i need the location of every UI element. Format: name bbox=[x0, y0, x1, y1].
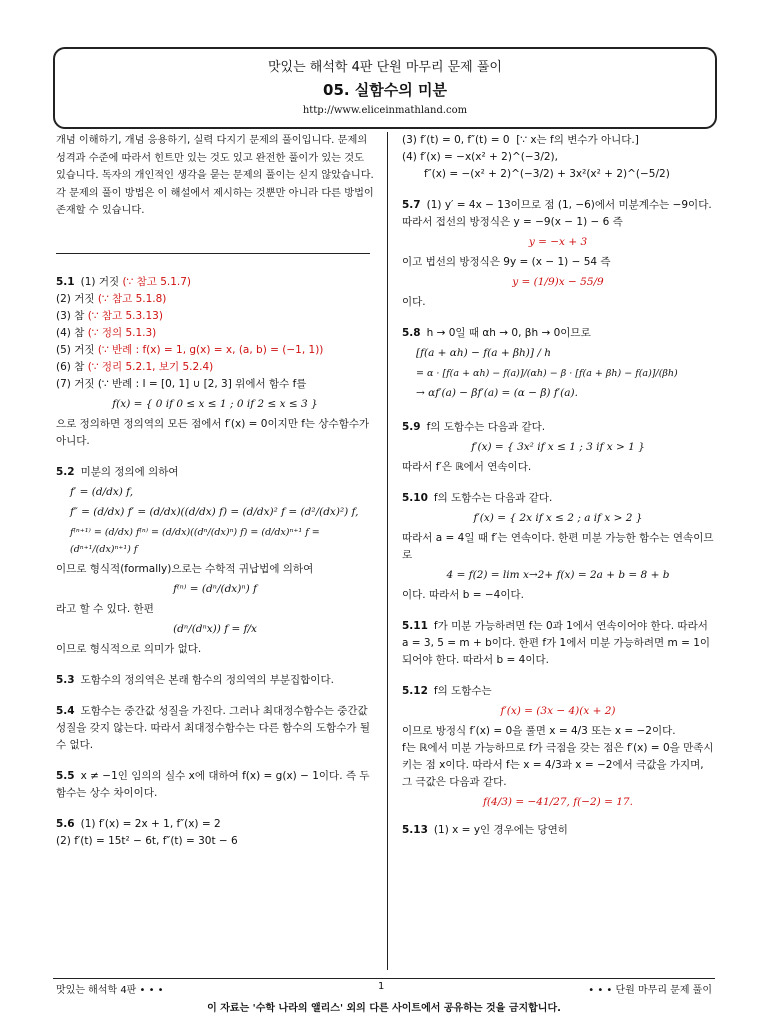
header-box bbox=[53, 47, 717, 129]
problem-number: 5.2 bbox=[56, 465, 75, 478]
chapter-title: 05. 실함수의 미분 bbox=[323, 81, 447, 99]
page-number: 1 bbox=[378, 981, 385, 992]
answer-text: 이다. 따라서 b = −4이다. bbox=[402, 589, 524, 601]
problem-5-2 bbox=[56, 464, 374, 658]
equation: f′(x) = (3x − 4)(x + 2) bbox=[500, 705, 616, 717]
answer-note: [∵ x는 f의 변수가 아니다.] bbox=[516, 134, 639, 146]
answer-text: (1) f′(x) = 2x + 1, f″(x) = 2 bbox=[80, 817, 221, 830]
answer-text: (2) f′(t) = 15t² − 6t, f″(t) = 30t − 6 bbox=[56, 834, 238, 847]
footer-section-name: • • • 단원 마무리 문제 풀이 bbox=[588, 985, 712, 996]
answer-text: 도함수는 중간값 성질을 가진다. 그러나 최대정수함수는 중간값 성질을 갖지 않는다. 따라서 최대정수함수는 다른 함수의 도함수가 될 수 없다. bbox=[56, 704, 371, 751]
reference-text: (∵ 반례 : f(x) = 1, g(x) = x, (a, b) = (−1, 1)) bbox=[97, 343, 324, 356]
problem-5-7 bbox=[402, 197, 714, 311]
reference-text: (∵ 정리 5.2.1, 보기 5.2.4) bbox=[87, 360, 214, 373]
problem-number: 5.5 bbox=[56, 769, 75, 782]
answer-text: 이므로 형식적(formally)으로는 수학적 귀납법에 의하여 bbox=[56, 562, 314, 575]
problem-number: 5.3 bbox=[56, 673, 75, 686]
equation: (dⁿ/(dⁿx)) f = f/x bbox=[173, 622, 257, 635]
equation: y = −x + 3 bbox=[528, 236, 588, 248]
problem-5-12 bbox=[402, 683, 714, 811]
problem-number: 5.4 bbox=[56, 704, 75, 717]
problem-number: 5.8 bbox=[402, 327, 421, 339]
problem-number: 5.6 bbox=[56, 817, 75, 830]
problem-number: 5.11 bbox=[402, 620, 428, 632]
answer-text: (2) 거짓 bbox=[56, 292, 95, 305]
problem-number: 5.10 bbox=[402, 492, 428, 504]
column-divider bbox=[387, 132, 388, 970]
problem-number: 5.12 bbox=[402, 685, 428, 697]
problem-number: 5.1 bbox=[56, 275, 75, 288]
problem-5-13 bbox=[402, 822, 714, 839]
answer-text: (1) 거짓 bbox=[80, 275, 120, 288]
website-url[interactable]: http://www.eliceinmathland.com bbox=[302, 105, 468, 116]
equation: f(4/3) = −41/27, f(−2) = 17. bbox=[483, 796, 633, 808]
copyright-notice: 이 자료는 '수학 나라의 앨리스' 외의 다른 사이트에서 공유하는 것을 금지합니다. bbox=[207, 1003, 561, 1014]
equation: y = (1/9)x − 55/9 bbox=[512, 276, 604, 288]
answer-text: (5) 거짓 bbox=[56, 343, 95, 356]
equation: = α · [f(a + αh) − f(a)]/(αh) − β · [f(a + βh) − f(a)]/(βh) bbox=[416, 368, 678, 379]
problem-5-6-continued bbox=[402, 132, 714, 183]
answer-text: f″(x) = −(x² + 2)^(−3/2) + 3x²(x² + 2)^(−5/2) bbox=[424, 168, 670, 180]
problem-number: 5.7 bbox=[402, 199, 421, 211]
answer-text: 이므로 형식적으로 의미가 없다. bbox=[56, 642, 202, 655]
equation: f(x) = { 0 if 0 ≤ x ≤ 1 ; 0 if 2 ≤ x ≤ 3 } bbox=[112, 397, 318, 410]
answer-text: (3) 참 bbox=[56, 309, 85, 322]
footer-book-name: 맛있는 해석학 4판 • • • bbox=[56, 985, 164, 996]
equation: → αf′(a) − βf′(a) = (α − β) f′(a). bbox=[416, 387, 578, 399]
answer-text: (7) 거짓 (∵ 반례 : I = [0, 1] ∪ [2, 3] 위에서 함수 f를 bbox=[56, 377, 307, 390]
equation: f⁽ⁿ⁺¹⁾ = (d/dx) f⁽ⁿ⁾ = (d/dx)((dⁿ/(dx)ⁿ) f) = (d/dx)ⁿ⁺¹ f = (dⁿ⁺¹/(dx)ⁿ⁺¹) f bbox=[70, 526, 320, 555]
equation: f″ = (d/dx) f′ = (d/dx)((d/dx) f) = (d/dx)² f = (d²/(dx)²) f, bbox=[70, 505, 359, 518]
problem-5-5 bbox=[56, 768, 374, 802]
answer-text: 이다. bbox=[402, 296, 426, 308]
answer-text: 이므로 방정식 f′(x) = 0을 풀면 x = 4/3 또는 x = −2이다. bbox=[402, 725, 676, 737]
equation: f⁽ⁿ⁾ = (dⁿ/(dx)ⁿ) f bbox=[173, 582, 257, 595]
problem-5-6 bbox=[56, 816, 374, 850]
reference-text: (∵ 참고 5.1.8) bbox=[97, 292, 167, 305]
answer-text: f는 ℝ에서 미분 가능하므로 f가 극점을 갖는 점은 f′(x) = 0을 만족시키는 점 x이다. 따라서 f는 x = 4/3과 x = −2에서 극값을 가지며, 그 극값은 다음과 같다. bbox=[402, 742, 714, 788]
equation: [f(a + αh) − f(a + βh)] / h bbox=[416, 347, 551, 359]
reference-text: (∵ 참고 5.1.7) bbox=[122, 275, 192, 288]
answer-text: f의 도함수는 bbox=[433, 685, 492, 697]
problem-5-11 bbox=[402, 618, 714, 669]
answer-text: x ≠ −1인 임의의 실수 x에 대하여 f(x) = g(x) − 1이다. 즉 두 함수는 상수 차이이다. bbox=[56, 769, 370, 799]
left-column bbox=[56, 132, 374, 850]
equation: f′(x) = { 2x if x ≤ 2 ; a if x > 2 } bbox=[473, 512, 643, 524]
footer-rule bbox=[53, 978, 715, 979]
answer-text: 라고 할 수 있다. 한편 bbox=[56, 602, 154, 615]
equation: f′ = (d/dx) f, bbox=[70, 485, 134, 498]
right-column bbox=[402, 132, 714, 839]
answer-text: (6) 참 bbox=[56, 360, 85, 373]
answer-text: (1) x = y인 경우에는 당연히 bbox=[433, 824, 568, 836]
book-title: 맛있는 해석학 4판 단원 마무리 문제 풀이 bbox=[268, 60, 502, 75]
answer-text: f의 도함수는 다음과 같다. bbox=[426, 421, 546, 433]
answer-text: (4) f′(x) = −x(x² + 2)^(−3/2), bbox=[402, 151, 558, 163]
reference-text: (∵ 정의 5.1.3) bbox=[87, 326, 157, 339]
answer-text: h → 0일 때 αh → 0, βh → 0이므로 bbox=[426, 327, 591, 339]
problem-5-1 bbox=[56, 274, 374, 450]
answer-text: 으로 정의하면 정의역의 모든 점에서 f′(x) = 0이지만 f는 상수함수가 아니다. bbox=[56, 417, 370, 447]
problem-5-9 bbox=[402, 419, 714, 476]
reference-text: (∵ 참고 5.3.13) bbox=[87, 309, 163, 322]
answer-text: f가 미분 가능하려면 f는 0과 1에서 연속이어야 한다. 따라서 a = 3, 5 = m + b이다. 한편 f가 1에서 미분 가능하려면 m = 1이 되어야 한다. 따라서 b = 4이다. bbox=[402, 620, 711, 666]
equation: f′(x) = { 3x² if x ≤ 1 ; 3 if x > 1 } bbox=[471, 441, 645, 453]
equation: 4 = f(2) = lim x→2+ f(x) = 2a + b = 8 + b bbox=[446, 569, 670, 581]
answer-text: 따라서 a = 4일 때 f′는 연속이다. 한편 미분 가능한 함수는 연속이므로 bbox=[402, 532, 714, 561]
problem-number: 5.13 bbox=[402, 824, 428, 836]
intro-paragraph: 개념 이해하기, 개념 응용하기, 실력 다지기 문제의 풀이입니다. 문제의 성격과 수준에 따라서 힌트만 있는 것도 있고 완전한 풀이가 있는 것도 있습니다. 독자의 개인적인 생각을 묻는 문제의 풀이는 싣지 않았습니다. 각 문제의 풀이 방법은 이 해설에서 제시하는 것뿐만 아니라 다른 방법이 존재할 수 있습니다. bbox=[56, 135, 374, 216]
answer-text: 따라서 f′은 ℝ에서 연속이다. bbox=[402, 461, 532, 473]
section-rule bbox=[56, 253, 370, 254]
answer-text: (3) f′(t) = 0, f″(t) = 0 bbox=[402, 134, 510, 146]
answer-text: 도함수의 정의역은 본래 함수의 정의역의 부분집합이다. bbox=[80, 673, 334, 686]
answer-text: (4) 참 bbox=[56, 326, 85, 339]
problem-5-10 bbox=[402, 490, 714, 604]
problem-5-4 bbox=[56, 703, 374, 754]
problem-5-3 bbox=[56, 672, 374, 689]
answer-text: f의 도함수는 다음과 같다. bbox=[433, 492, 553, 504]
problem-5-8 bbox=[402, 325, 714, 402]
answer-text: (1) y′ = 4x − 13이므로 점 (1, −6)에서 미분계수는 −9이다. 따라서 접선의 방정식은 y = −9(x − 1) − 6 즉 bbox=[402, 199, 712, 228]
answer-text: 미분의 정의에 의하여 bbox=[80, 465, 179, 478]
answer-text: 이고 법선의 방정식은 9y = (x − 1) − 54 즉 bbox=[402, 256, 611, 268]
problem-number: 5.9 bbox=[402, 421, 421, 433]
